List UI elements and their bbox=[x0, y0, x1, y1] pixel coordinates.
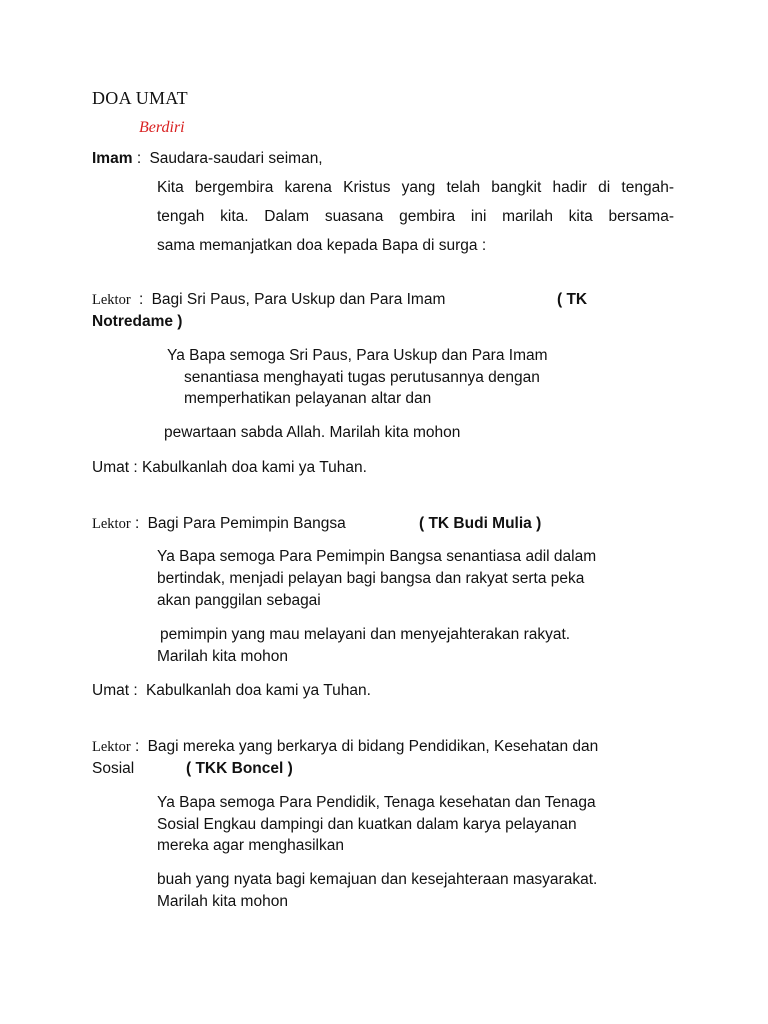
prayer-1-line-2: senantiasa menghayati tugas perutusannya dengan bbox=[184, 369, 540, 386]
prayer-2-line-1: Ya Bapa semoga Para Pemimpin Bangsa senantiasa adil dalam bbox=[157, 548, 597, 565]
prayer-3-closing-2: Marilah kita mohon bbox=[157, 893, 288, 910]
prayer-3-line-1: Ya Bapa semoga Para Pendidik, Tenaga kesehatan dan Tenaga bbox=[157, 794, 596, 811]
prayer-1-line-1: Ya Bapa semoga Sri Paus, Para Uskup dan Para Imam bbox=[167, 347, 548, 364]
imam-label: Imam bbox=[92, 150, 133, 167]
prayer-2-line-3: akan panggilan sebagai bbox=[157, 592, 321, 609]
prayer-1-response bbox=[92, 459, 367, 477]
prayer-1-intention: Bagi Sri Paus, Para Uskup dan Para Imam bbox=[151, 291, 446, 308]
prayer-1-line-3: memperhatikan pelayanan altar dan bbox=[184, 390, 432, 407]
prayer-3-intention: Bagi mereka yang berkarya di bidang Pendidikan, Kesehatan dan bbox=[147, 738, 599, 755]
prayer-2-header bbox=[92, 515, 346, 533]
prayer-2-line-2: bertindak, menjadi pelayan bagi bangsa dan rakyat serta peka bbox=[157, 570, 585, 587]
prayer-3-group: ( TKK Boncel ) bbox=[186, 760, 293, 777]
lektor-label: Lektor bbox=[92, 516, 131, 532]
lektor-label: Lektor bbox=[92, 739, 131, 755]
imam-greeting: Saudara-saudari seiman, bbox=[149, 150, 323, 167]
lektor-label: Lektor bbox=[92, 292, 131, 308]
prayer-1-group-cont: Notredame ) bbox=[92, 313, 183, 330]
prayer-2-intention: Bagi Para Pemimpin Bangsa bbox=[147, 515, 346, 532]
prayer-2-closing-1: pemimpin yang mau melayani dan menyejahterakan rakyat. bbox=[160, 626, 571, 643]
response-text: Kabulkanlah doa kami ya Tuhan. bbox=[141, 459, 367, 476]
lektor-separator: : bbox=[138, 291, 144, 308]
prayer-2-closing-2: Marilah kita mohon bbox=[157, 648, 288, 665]
imam-text-line-3: sama memanjatkan doa kepada Bapa di surga : bbox=[157, 237, 487, 254]
imam-line bbox=[92, 150, 323, 168]
prayer-1-closing: pewartaan sabda Allah. Marilah kita mohon bbox=[164, 424, 461, 441]
prayer-3-line-2: Sosial Engkau dampingi dan kuatkan dalam karya pelayanan bbox=[157, 816, 577, 833]
prayer-1-group: ( TK bbox=[557, 291, 588, 308]
prayer-1-header bbox=[92, 291, 445, 309]
imam-separator: : bbox=[136, 150, 142, 167]
posture-instruction: Berdiri bbox=[139, 119, 185, 136]
prayer-3-line-3: mereka agar menghasilkan bbox=[157, 837, 344, 854]
lektor-separator: : bbox=[134, 515, 140, 532]
prayer-3-closing-1: buah yang nyata bagi kemajuan dan kesejahteraan masyarakat. bbox=[157, 871, 598, 888]
imam-text-line-2: tengah kita. Dalam suasana gembira ini marilah kita bersama- bbox=[157, 208, 674, 225]
page-title: DOA UMAT bbox=[92, 88, 188, 108]
lektor-separator: : bbox=[134, 738, 140, 755]
prayer-3-header bbox=[92, 738, 598, 756]
imam-text-line-1: Kita bergembira karena Kristus yang telah bangkit hadir di tengah- bbox=[157, 179, 674, 196]
prayer-2-response bbox=[92, 682, 371, 700]
prayer-2-group: ( TK Budi Mulia ) bbox=[419, 515, 542, 532]
response-label: Umat : bbox=[92, 682, 138, 699]
response-text: Kabulkanlah doa kami ya Tuhan. bbox=[145, 682, 371, 699]
response-label: Umat : bbox=[92, 459, 138, 476]
prayer-3-intention-cont: Sosial bbox=[92, 760, 135, 777]
